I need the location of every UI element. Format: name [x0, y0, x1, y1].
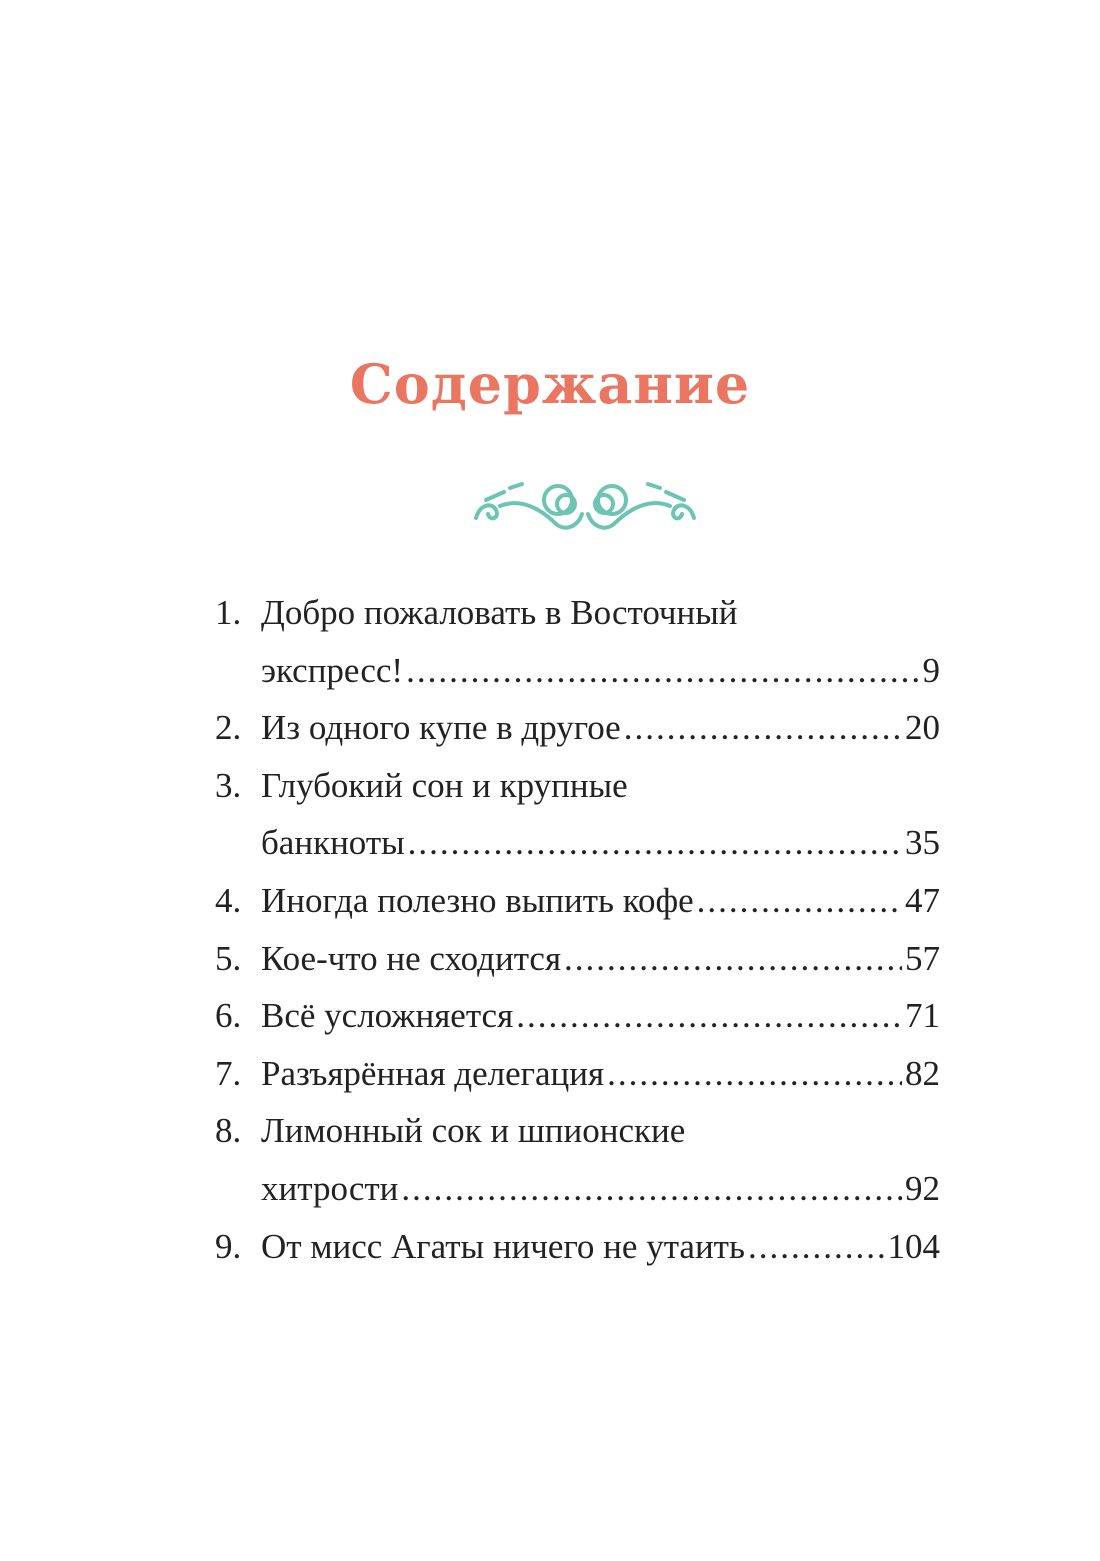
dot-leader — [516, 987, 902, 1045]
toc-entry-7[interactable]: 7. Разъярённая делегация ..... 82 — [215, 1045, 940, 1103]
flourish-ornament-icon — [470, 478, 700, 534]
toc-entry-1[interactable]: 1. Добро пожаловать в Восточный — [215, 593, 738, 632]
dot-leader — [624, 699, 902, 757]
page-number: 82 — [905, 1053, 940, 1093]
dot-leader — [408, 814, 902, 872]
page-number: 35 — [905, 823, 940, 863]
dot-leader — [607, 1045, 902, 1103]
dot-leader — [401, 1160, 902, 1218]
page-number: 9 — [922, 650, 940, 690]
page-number: 92 — [905, 1168, 940, 1208]
page-number: 57 — [905, 938, 940, 978]
table-of-contents — [215, 584, 940, 1275]
page-number: 71 — [905, 996, 940, 1036]
toc-entry-6[interactable]: 6. Всё усложняется ..... 71 — [215, 987, 940, 1045]
dot-leader — [564, 930, 902, 988]
toc-entry-8-cont[interactable]: хитрости ..... 92 — [215, 1160, 940, 1218]
page-number: 104 — [887, 1226, 940, 1266]
page-number: 47 — [905, 880, 940, 920]
toc-entry-4[interactable]: 4. Иногда полезно выпить кофе ..... 47 — [215, 872, 940, 930]
toc-entry-8[interactable]: 8. Лимонный сок и шпионские — [215, 1111, 686, 1151]
page-title: Содержание — [349, 352, 751, 416]
dot-leader — [748, 1218, 885, 1276]
toc-entry-2[interactable]: 2. Из одного купе в другое ..... 20 — [215, 699, 940, 757]
toc-entry-3[interactable]: 3. Глубокий сон и крупные — [215, 765, 628, 805]
dot-leader — [697, 872, 902, 930]
toc-entry-1-cont[interactable]: экспресс! ..... 9 — [215, 642, 940, 700]
toc-entry-5[interactable]: 5. Кое-что не сходится ..... 57 — [215, 930, 940, 988]
toc-entry-9[interactable]: 9. От мисс Агаты ничего не утаить ..... 104 — [215, 1218, 940, 1276]
dot-leader — [406, 642, 919, 700]
page-number: 20 — [905, 708, 940, 748]
toc-entry-3-cont[interactable]: банкноты ..... 35 — [215, 814, 940, 872]
